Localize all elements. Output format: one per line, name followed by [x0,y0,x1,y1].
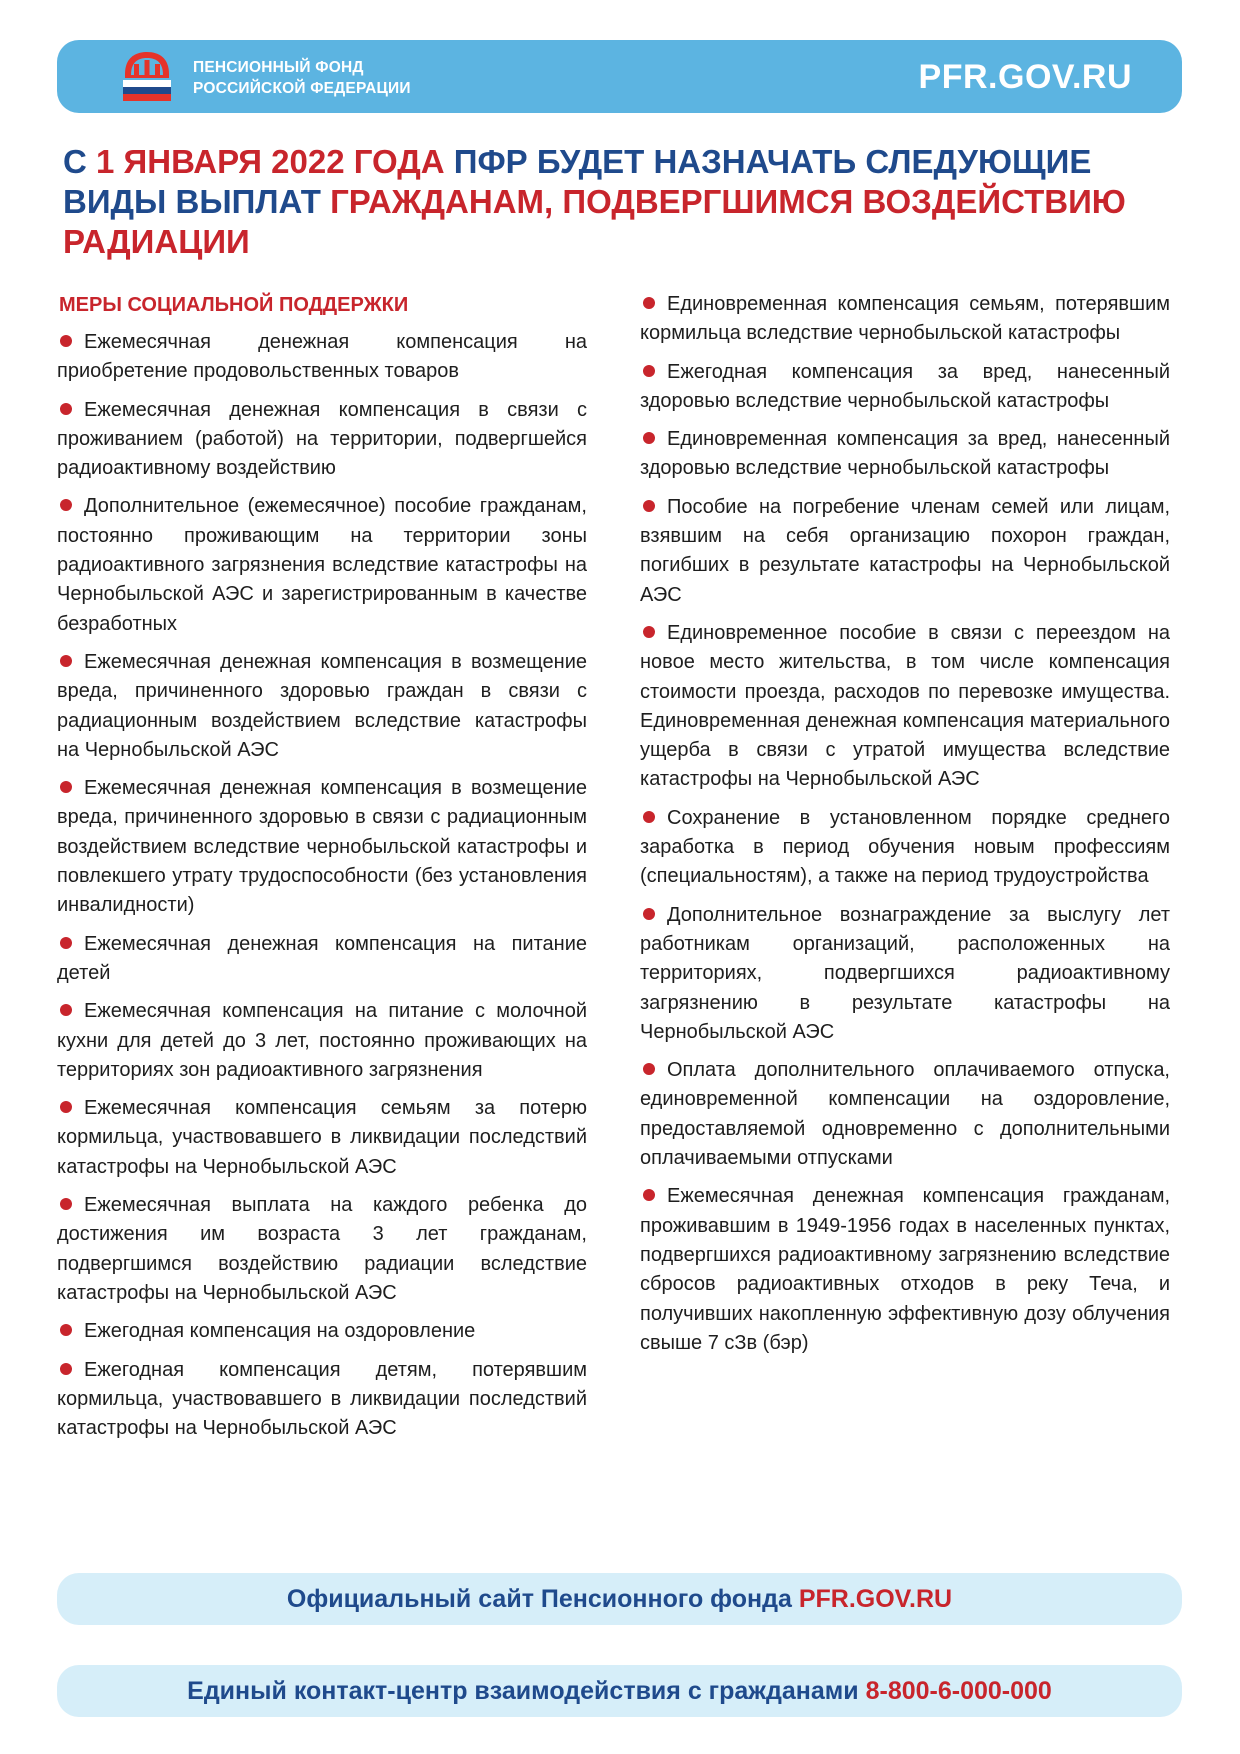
left-column [57,292,587,1452]
title-date: 1 ЯНВАРЯ 2022 ГОДА [96,143,445,180]
list-item-text: Пособие на погребение членам семей или лицам, взявшим на себя организацию похорон граждан, погибших в результате катастрофы на Чернобыльской АЭС [640,495,1170,606]
list-item [640,358,1170,417]
list-item-text: Ежемесячная денежная компенсация гражданам, проживавшим в 1949-1956 годах в населенных пунктах, подвергшихся радиоактивному загрязнению вследствие сбросов радиоактивных отходов в реку Теча, и получивших накопленную эффективную дозу облучения свыше 7 сЗв (бэр) [640,1185,1170,1354]
footer-contact-label: Единый контакт-центр взаимодействия с гражданами [187,1677,866,1705]
bullet-icon [643,626,655,638]
org-name [193,57,411,99]
list-item [640,901,1170,1047]
list-item [57,648,587,765]
org-name-line2: РОССИЙСКОЙ ФЕДЕРАЦИИ [193,80,411,97]
list-item-text: Оплата дополнительного оплачиваемого отпуска, единовременной компенсации на оздоровление, предоставляемой одновременно с дополнительными оплачиваемыми отпусками [640,1059,1170,1170]
list-item-text: Ежемесячная денежная компенсация в возмещение вреда, причиненного здоровью в связи с радиационным воздействием вследствие чернобыльской катастрофы и повлекшего утрату трудоспособности (без установления инвалидности) [57,777,587,917]
list-item-text: Единовременная компенсация семьям, потерявшим кормильца вследствие чернобыльской катастрофы [640,293,1170,345]
list-item-text: Дополнительное (ежемесячное) пособие гражданам, постоянно проживающим на территории зоны радиоактивного загрязнения вследствие катастрофы на Чернобыльской АЭС и зарегистрированным в качестве безработных [57,495,587,635]
list-item-text: Дополнительное вознаграждение за выслугу лет работникам организаций, расположенных на территориях, подвергшихся радиоактивному загрязнению в результате катастрофы на Чернобыльской АЭС [640,903,1170,1043]
list-item [640,619,1170,795]
list-item-text: Ежегодная компенсация на оздоровление [84,1320,476,1343]
footer-site-bar [57,1573,1182,1625]
bullet-icon [643,432,655,444]
pfr-logo-icon [117,48,177,106]
list-item [57,1356,587,1444]
footer-site-label: Официальный сайт Пенсионного фонда [286,1585,799,1613]
list-item-text: Ежемесячная выплата на каждого ребенка до достижения им возраста 3 лет гражданам, подвергшимся воздействию радиации вследствие катастрофы на Чернобыльской АЭС [57,1194,587,1304]
footer-contact-bar [57,1665,1182,1717]
list-item-text: Ежемесячная компенсация семьям за потерю кормильца, участвовавшего в ликвидации последствий катастрофы на Чернобыльской АЭС [57,1097,587,1178]
bullet-icon [60,781,72,793]
header-bar [57,40,1182,113]
list-item [57,774,587,920]
list-item-text: Ежемесячная денежная компенсация в связи с проживанием (работой) на территории, подвергшейся радиоактивному воздействию [57,398,587,480]
header-site-link[interactable]: PFR.GOV.RU [918,58,1132,96]
list-item [57,1094,587,1182]
bullet-icon [643,500,655,512]
bullet-icon [60,1198,72,1210]
bullet-icon [60,499,72,511]
bullet-icon [643,297,655,309]
bullet-icon [60,403,72,415]
list-item [640,1182,1170,1358]
right-column [640,290,1170,1367]
bullet-icon [60,655,72,667]
list-item [57,492,587,638]
list-item [640,804,1170,892]
bullet-icon [643,1189,655,1201]
list-item-text: Сохранение в установленном порядке среднего заработка в период обучения новым профессиям (специальностям), а также на период трудоустройства [640,806,1170,888]
list-item-text: Ежемесячная компенсация на питание с молочной кухни для детей до 3 лет, постоянно проживающих на территориях зон радиоактивного загрязнения [57,1000,587,1081]
footer-site-link[interactable]: PFR.GOV.RU [798,1585,953,1613]
title-target: ГРАЖДАНАМ, ПОДВЕРГШИМСЯ ВОЗДЕЙСТВИЮ РАДИАЦИИ [63,183,1126,260]
list-item [57,1191,587,1308]
list-item [640,493,1170,610]
list-item [57,328,587,387]
bullet-icon [643,908,655,920]
list-item-text: Единовременная компенсация за вред, нанесенный здоровью вследствие чернобыльской катастрофы [640,428,1170,480]
list-item [57,396,587,484]
list-item-text: Ежегодная компенсация за вред, нанесенный здоровью вследствие чернобыльской катастрофы [640,360,1170,412]
bullet-icon [643,365,655,377]
bullet-icon [60,1101,72,1113]
list-item-text: Единовременное пособие в связи с переездом на новое место жительства, в том числе компенсация стоимости проезда, расходов по перевозке имущества. Единовременная денежная компенсация материального ущерба в связи с утратой имущества вследствие катастрофы на Чернобыльской АЭС [640,621,1170,791]
list-item [57,930,587,989]
bullet-icon [60,1004,72,1016]
list-item-text: Ежемесячная денежная компенсация на питание детей [57,932,587,984]
org-name-line1: ПЕНСИОННЫЙ ФОНД [193,59,364,76]
bullet-icon [60,1324,72,1336]
section-title: МЕРЫ СОЦИАЛЬНОЙ ПОДДЕРЖКИ [59,294,409,316]
bullet-icon [643,1063,655,1075]
bullet-icon [60,937,72,949]
title-part3: ПФР БУДЕТ НАЗНАЧАТЬ СЛЕДУЮЩИЕ ВИДЫ ВЫПЛАТ [63,143,1092,220]
page-title [63,142,1183,262]
bullet-icon [60,335,72,347]
list-item [640,290,1170,349]
list-item [57,997,587,1085]
list-item-text: Ежемесячная денежная компенсация на приобретение продовольственных товаров [57,331,587,383]
footer-phone-number[interactable]: 8-800-6-000-000 [865,1677,1052,1705]
list-item-text: Ежемесячная денежная компенсация в возмещение вреда, причиненного здоровью граждан в связи с радиационным воздействием вследствие катастрофы на Чернобыльской АЭС [57,650,587,761]
list-item [640,1056,1170,1173]
list-item [57,1317,587,1346]
list-item [640,425,1170,484]
bullet-icon [643,811,655,823]
list-item-text: Ежегодная компенсация детям, потерявшим кормильца, участвовавшего в ликвидации последствий катастрофы на Чернобыльской АЭС [57,1358,587,1440]
title-part1: С [63,143,96,180]
bullet-icon [60,1363,72,1375]
